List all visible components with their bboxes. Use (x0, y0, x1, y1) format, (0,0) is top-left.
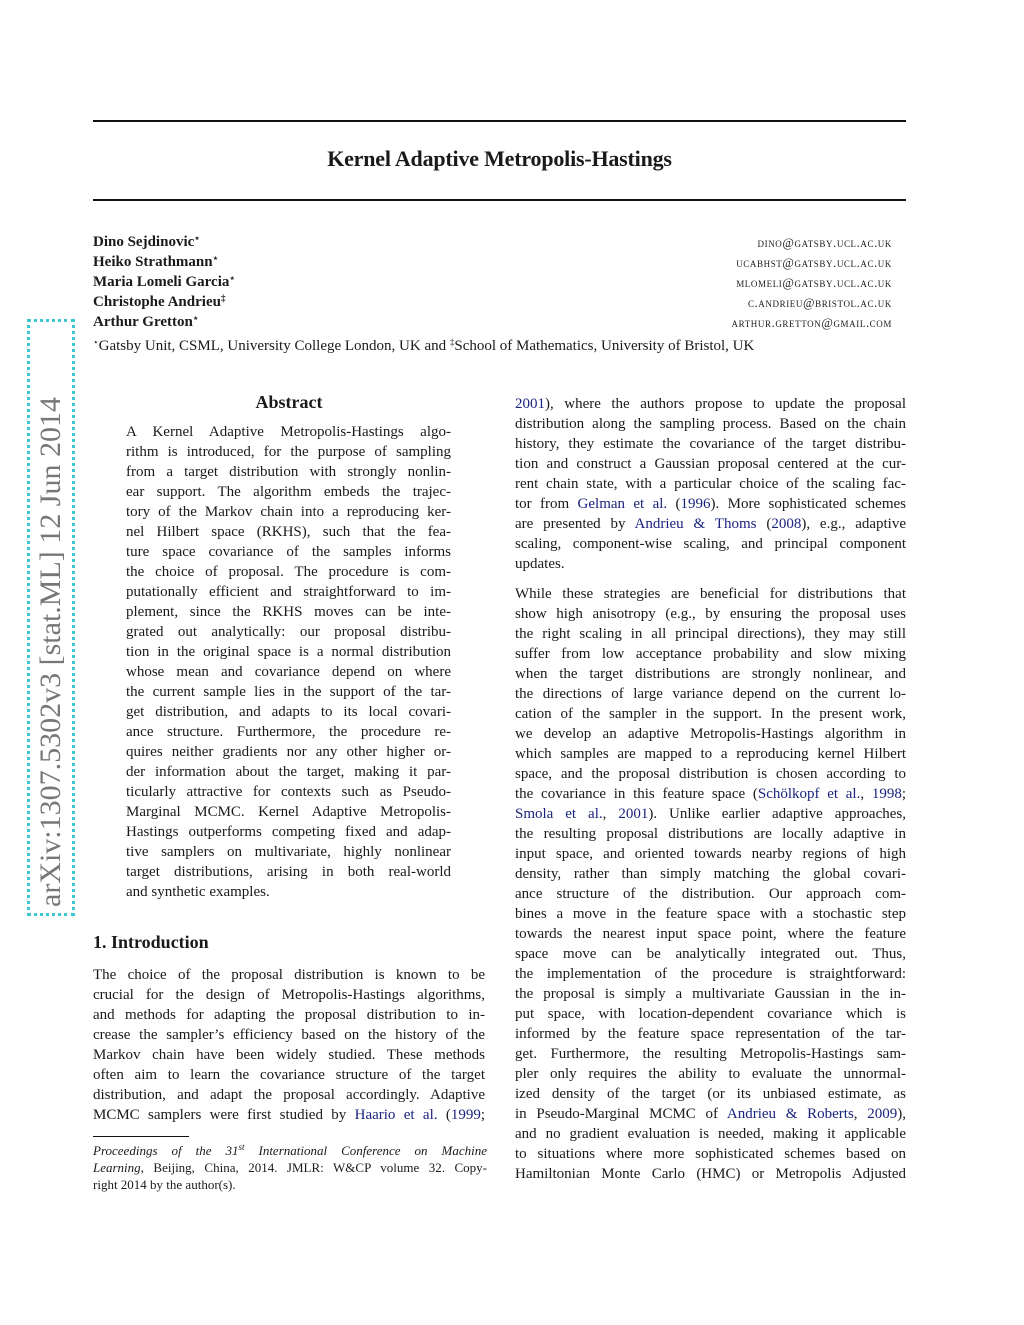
text-line: whose mean and covariance depend on where (126, 664, 451, 680)
text-line: when the target distributions are strongly nonlinear, and (515, 666, 906, 682)
intro-right-column (515, 394, 906, 574)
citation-year-link[interactable]: 2009 (867, 1106, 898, 1122)
text-line: rithm is introduced, for the purpose of sampling (126, 444, 451, 460)
text-line: density, rather than simply matching the global covari- (515, 866, 906, 882)
text-line: pler only requires the ability to evaluate the unnormal- (515, 1066, 906, 1082)
text-line: the resulting proposal distributions are locally adaptive in (515, 826, 906, 842)
text-line: and methods for adapting the proposal distribution to in- (93, 1007, 485, 1023)
text-line: ized density of the target (or its unbiased estimate, as (515, 1086, 906, 1102)
author-email[interactable]: c.andrieu@bristol.ac.uk (747, 296, 892, 310)
citation-year-link[interactable]: 1998 (871, 786, 902, 802)
title-top-rule (93, 120, 906, 122)
citation-link[interactable]: Smola et al. (515, 806, 603, 822)
text-line: the choice of proposal. The procedure is com- (126, 564, 451, 580)
text-line: ticularly attractive for contexts such as Pseudo- (126, 784, 451, 800)
citation-year-link[interactable]: 2008 (771, 516, 802, 532)
text-line: The choice of the proposal distribution is known to be (93, 967, 485, 983)
intro-right-paragraph-2 (515, 584, 906, 1184)
text-line: show high anisotropy (e.g., by ensuring the proposal uses (515, 606, 906, 622)
text-line: target distributions, arising in both real-world (126, 864, 451, 880)
citation-link[interactable]: Haario et al. (354, 1107, 438, 1123)
text-line: we develop an adaptive Metropolis-Hastings algorithm in (515, 726, 906, 742)
text-line: Learning, Beijing, China, 2014. JMLR: W&CP volume 32. Copy- (93, 1160, 487, 1175)
text-line: tory of the Markov chain into a reproducing ker- (126, 504, 451, 520)
paper-title: Kernel Adaptive Metropolis-Hastings (327, 146, 672, 171)
text-line: the directions of large variance depend on the current lo- (515, 686, 906, 702)
author-email[interactable]: ucabhst@gatsby.ucl.ac.uk (736, 256, 892, 270)
author-list (93, 234, 906, 334)
text-line: space, and the proposal distribution is chosen according to (515, 766, 906, 782)
text-line: space move can be analytically integrated out. Thus, (515, 946, 906, 962)
text-line: Marginal MCMC. Kernel Adaptive Metropolis- (126, 804, 451, 820)
text-line: history, they estimate the covariance of the target distribu- (515, 436, 906, 452)
text-line: suffer from low acceptance probability and slow mixing (515, 646, 906, 662)
text-line: quires neither gradients nor any other higher or- (126, 744, 451, 760)
text-line: putationally efficient and straightforward to im- (126, 584, 451, 600)
text-line: bines a move in the feature space with a stochastic step (515, 906, 906, 922)
text-line: get. Furthermore, the resulting Metropolis-Hastings sam- (515, 1046, 906, 1062)
citation-link[interactable]: Andrieu & Thoms (634, 516, 757, 532)
text-line: crease the sampler’s efficiency based on the history of the (93, 1027, 485, 1043)
text-line: often aim to learn the covariance structure of the target (93, 1067, 485, 1083)
citation-year-link[interactable]: 1999 (450, 1107, 481, 1123)
author-row (93, 254, 906, 274)
text-line: grated out analytically: our proposal distribu- (126, 624, 451, 640)
text-line: ance structure of the distribution. Our approach com- (515, 886, 906, 902)
text-line: towards the nearest input space point, where the feature (515, 926, 906, 942)
author-name: Heiko Strathmann⋆ (93, 253, 219, 270)
text-line: from a target distribution with strongly nonlin- (126, 464, 451, 480)
text-line: Markov chain have been widely studied. These methods (93, 1047, 485, 1063)
text-line: in Pseudo-Marginal MCMC of Andrieu & Roberts, 2009), (515, 1106, 907, 1122)
intro-left-last-line (93, 1105, 485, 1125)
text-line: the current sample lies in the support of the tar- (126, 684, 451, 700)
intro-left-column (93, 965, 485, 1105)
text-line: the implementation of the procedure is straightforward: (515, 966, 906, 982)
text-line: right 2014 by the author(s). (93, 1177, 236, 1192)
text-line: scaling, component-wise scaling, and principal component (515, 536, 906, 552)
text-line: updates. (515, 556, 565, 572)
text-line: input space, and oriented towards nearby regions of high (515, 846, 906, 862)
text-line: which samples are mapped to a reproducing kernel Hilbert (515, 746, 906, 762)
text-line: distribution, and adapt the proposal accordingly. Adaptive (93, 1087, 485, 1103)
text-line: ear support. The algorithm embeds the trajec- (126, 484, 451, 500)
text-line: tive samplers on multivariate, highly nonlinear (126, 844, 451, 860)
arxiv-stamp: arXiv:1307.5302v3 [stat.ML] 12 Jun 2014 (27, 319, 75, 916)
text-line: tion and construct a Gaussian proposal centered at the cur- (515, 456, 906, 472)
text-line: ance structure. Furthermore, the procedure re- (126, 724, 451, 740)
author-row (93, 294, 906, 314)
text-line: distribution along the sampling process. Based on the chain (515, 416, 906, 432)
footnote-rule (93, 1136, 189, 1137)
text-line: are presented by Andrieu & Thoms (2008), e.g., adaptive (515, 516, 906, 532)
author-row (93, 234, 906, 254)
citation-year-link[interactable]: 1996 (680, 496, 711, 512)
citation-year-link[interactable]: 2001 (515, 396, 545, 412)
author-row (93, 274, 906, 294)
text-line: and no gradient evaluation is needed, making it applicable (515, 1126, 906, 1142)
text-line: tion in the original space is a normal distribution (126, 644, 451, 660)
text-line: MCMC samplers were first studied by Haario et al. (1999; (93, 1107, 485, 1123)
citation-link[interactable]: Schölkopf et al. (757, 786, 861, 802)
text-line: the covariance in this feature space (Schölkopf et al., 1998; (515, 786, 906, 802)
text-line: and synthetic examples. (126, 884, 270, 900)
text-line: nel Hilbert space (RKHS), such that the fea- (126, 524, 451, 540)
abstract-body (126, 422, 451, 902)
text-line: Smola et al., 2001). Unlike earlier adaptive approaches, (515, 806, 906, 822)
text-line: rent chain state, with a particular choice of the scaling fac- (515, 476, 906, 492)
footnote (93, 1142, 487, 1193)
text-line: informed by the feature space representation of the tar- (515, 1026, 906, 1042)
text-line: to situations where more sophisticated schemes based on (515, 1146, 906, 1162)
text-line: ture space covariance of the samples informs (126, 544, 451, 560)
author-email[interactable]: dino@gatsby.ucl.ac.uk (757, 236, 892, 250)
title-bottom-rule (93, 199, 906, 201)
section-heading-introduction: 1. Introduction (93, 932, 209, 952)
citation-year-link[interactable]: 2001 (618, 806, 649, 822)
text-line: get distribution, and adapts to its local covari- (126, 704, 451, 720)
author-name: Dino Sejdinovic⋆ (93, 233, 200, 250)
text-line: the proposal is simply a multivariate Gaussian in the in- (515, 986, 906, 1002)
text-line: Hamiltonian Monte Carlo (HMC) or Metropolis Adjusted (515, 1166, 906, 1182)
text-line: A Kernel Adaptive Metropolis-Hastings algo- (126, 424, 451, 440)
text-line: plement, since the RKHS moves can be inte- (126, 604, 451, 620)
author-name: Arthur Gretton⋆ (93, 313, 199, 330)
author-email[interactable]: mlomeli@gatsby.ucl.ac.uk (736, 276, 892, 290)
citation-link[interactable]: Andrieu & Roberts (726, 1106, 854, 1122)
text-line: 2001), where the authors propose to update the proposal (515, 396, 906, 412)
affiliations: ⋆Gatsby Unit, CSML, University College London, UK and ‡School of Mathematics, University of Bristol, UK (93, 337, 755, 354)
text-line: cation of the sampler in the support. In the present work, (515, 706, 906, 722)
citation-link[interactable]: Gelman et al. (577, 496, 668, 512)
text-line: tor from Gelman et al. (1996). More sophisticated schemes (515, 496, 906, 512)
author-name: Maria Lomeli Garcia⋆ (93, 273, 235, 290)
text-line: crucial for the design of Metropolis-Hastings algorithms, (93, 987, 485, 1003)
text-line: put space, with location-dependent covariance which is (515, 1006, 906, 1022)
author-row (93, 314, 906, 334)
text-line: While these strategies are beneficial for distributions that (515, 586, 906, 602)
abstract-heading: Abstract (255, 392, 323, 412)
text-line: the right scaling in all principal directions), they may still (515, 626, 906, 642)
text-line: der information about the target, making it par- (126, 764, 451, 780)
text-line: Hastings outperforms competing fixed and adap- (126, 824, 451, 840)
author-email[interactable]: arthur.gretton@gmail.com (731, 316, 892, 330)
author-name: Christophe Andrieu‡ (93, 293, 226, 310)
text-line: Proceedings of the 31st International Conference on Machine (93, 1142, 487, 1158)
